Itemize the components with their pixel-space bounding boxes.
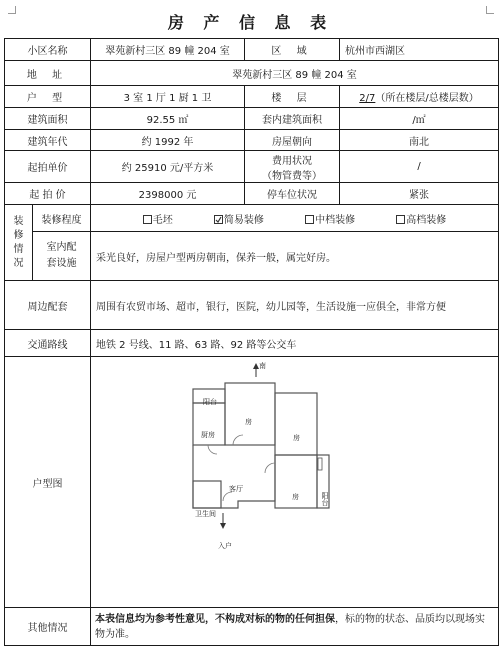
address-label: 地 址	[5, 61, 91, 86]
unit-price-label: 起拍单价	[5, 151, 91, 183]
transport-label: 交通路线	[5, 330, 91, 357]
surround-label: 周边配套	[5, 281, 91, 330]
checkbox-checked-icon	[214, 215, 223, 224]
floor-note: （所在楼层/总楼层数）	[375, 93, 479, 104]
decoration-option[interactable]: 毛坯	[143, 215, 173, 226]
other-label: 其他情况	[5, 608, 91, 646]
room-label-balcony-top: 阳台	[203, 398, 217, 406]
row-year	[5, 130, 499, 151]
other-note-cell	[91, 608, 499, 646]
entrance-label: 入户	[218, 542, 232, 550]
address-value: 翠苑新村三区 89 幢 204 室	[91, 61, 499, 86]
other-note-bold: 本表信息均为参考性意见，不构成对标的物的任何担保	[95, 613, 335, 625]
orientation-label: 房屋朝向	[245, 130, 340, 151]
fees-label-note: （物管费等）	[262, 170, 322, 182]
fees-label-cell	[245, 151, 340, 183]
inner-area-value: /㎡	[340, 108, 499, 130]
layout-label: 户 型	[5, 86, 91, 108]
checkbox-icon	[396, 215, 405, 224]
area-value: 92.55 ㎡	[91, 108, 245, 130]
floorplan-area	[91, 357, 498, 607]
row-floorplan	[5, 357, 499, 608]
orientation-value: 南北	[340, 130, 499, 151]
parking-value: 紧张	[340, 183, 499, 205]
floor-value-cell	[340, 86, 499, 108]
row-decoration-level	[5, 205, 499, 232]
room-label-living: 客厅	[229, 485, 243, 493]
checkbox-icon	[143, 215, 152, 224]
inner-area-label: 套内建筑面积	[245, 108, 340, 130]
checkbox-icon	[305, 215, 314, 224]
row-start-price	[5, 183, 499, 205]
facility-label-1: 室内配	[46, 242, 77, 253]
row-layout	[5, 86, 499, 108]
floor-value: 2/7	[359, 93, 376, 104]
decoration-option[interactable]: 高档装修	[396, 215, 446, 226]
layout-value: 3 室 1 厅 1 厨 1 卫	[91, 86, 245, 108]
decoration-options	[91, 205, 499, 232]
decoration-level-label: 装修程度	[33, 205, 91, 232]
fees-label: 费用状况	[272, 155, 312, 167]
room-label-bathroom: 卫生间	[195, 510, 216, 518]
room-label-kitchen: 厨房	[201, 431, 215, 439]
floorplan-label: 户型图	[5, 357, 91, 608]
unit-price-value: 约 25910 元/平方米	[91, 151, 245, 183]
row-facilities	[5, 232, 499, 281]
room-label-room3: 房	[292, 493, 299, 501]
row-other	[5, 608, 499, 646]
facility-label-2: 套设施	[46, 258, 77, 269]
other-note-rest: ，标的物的状态、品质均以现场实物为准。	[95, 613, 485, 640]
row-transport	[5, 330, 499, 357]
row-surround	[5, 281, 499, 330]
transport-value: 地铁 2 号线、11 路、63 路、92 路等公交车	[91, 330, 499, 357]
room-label-room2: 房	[293, 434, 300, 442]
decoration-side-label: 装 修 情 况	[5, 205, 33, 281]
row-price	[5, 151, 499, 183]
community-label: 小区名称	[5, 39, 91, 61]
floorplan-cell	[91, 357, 499, 608]
room-label-room1: 房	[245, 418, 252, 426]
page-title: 房 产 信 息 表	[167, 13, 334, 32]
facility-value: 采光良好，房屋户型两房朝南，保养一般，属完好房。	[91, 232, 499, 281]
district-value: 杭州市西湖区	[340, 39, 499, 61]
floor-label: 楼 层	[245, 86, 340, 108]
area-label: 建筑面积	[5, 108, 91, 130]
property-info-table	[4, 38, 499, 646]
fees-value: /	[340, 151, 499, 183]
decoration-option[interactable]: 简易装修	[214, 215, 264, 226]
compass-south-label: 南	[259, 362, 266, 370]
row-area	[5, 108, 499, 130]
floorplan-drawing	[178, 363, 338, 563]
year-value: 约 1992 年	[91, 130, 245, 151]
row-address	[5, 61, 499, 86]
facility-label-cell	[33, 232, 91, 281]
start-price-label: 起 拍 价	[5, 183, 91, 205]
year-label: 建筑年代	[5, 130, 91, 151]
start-price-value: 2398000 元	[91, 183, 245, 205]
district-label: 区 域	[245, 39, 340, 61]
decoration-option[interactable]: 中档装修	[305, 215, 355, 226]
parking-label: 停车位状况	[245, 183, 340, 205]
room-label-balcony-right: 阳台	[321, 492, 329, 506]
row-community	[5, 39, 499, 61]
community-value: 翠苑新村三区 89 幢 204 室	[91, 39, 245, 61]
surround-value: 周围有农贸市场、超市，银行，医院，幼儿园等，生活设施一应俱全，非常方便	[91, 281, 499, 330]
